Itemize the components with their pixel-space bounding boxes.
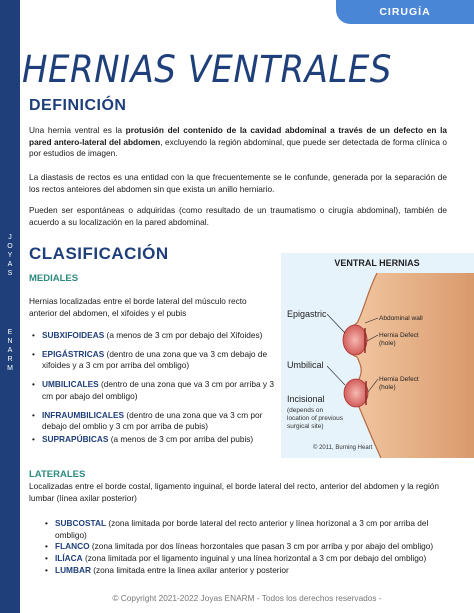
laterales-list [42, 518, 462, 577]
label-incisional: Incisional [287, 394, 325, 404]
list-item [29, 410, 275, 433]
item-name: EPIGÁSTRICAS [42, 348, 105, 359]
footer-copyright: © Copyright 2021-2022 Joyas ENARM - Todos los derechos reservados - [112, 593, 382, 603]
bullet-icon: • [45, 541, 48, 552]
sidebar-letter: O [7, 243, 13, 250]
label-abdominal-wall: Abdominal wall [379, 315, 423, 322]
label-incisional-note: surgical site) [287, 423, 324, 430]
list-item [29, 349, 275, 372]
sidebar-text-enarm [0, 328, 20, 373]
sidebar-text-joyas [0, 233, 20, 278]
paragraph-text: , excluyendo la región abdominal, que puede ser detectada de forma clínica o por estudios de imagen. [29, 136, 447, 159]
bullet-icon: • [45, 553, 48, 564]
category-badge: CIRUGÍA [336, 0, 474, 24]
sidebar-letter: R [7, 356, 13, 363]
ventral-hernias-illustration [281, 253, 474, 458]
sidebar-letter: E [7, 329, 13, 336]
list-item [42, 518, 462, 541]
item-name: FLANCO [55, 541, 90, 552]
definition-paragraph [29, 125, 447, 160]
figure-title: VENTRAL HERNIAS [334, 258, 420, 268]
section-heading-clasificacion: CLASIFICACIÓN [29, 244, 169, 263]
list-item [29, 379, 275, 402]
list-item [29, 330, 275, 342]
item-desc: (a menos de 3 cm por debajo del Xifoides) [104, 330, 263, 340]
item-name: SUPRAPÚBICAS [42, 433, 109, 444]
label-epigastric: Epigastric [287, 309, 327, 319]
list-item [42, 541, 462, 553]
list-item [42, 553, 462, 565]
sidebar-letter: A [7, 347, 13, 354]
list-item [42, 565, 462, 577]
label-incisional-note: location of previous [287, 415, 344, 422]
label-umbilical: Umbilical [287, 360, 324, 370]
sidebar-letter: N [7, 338, 13, 345]
laterales-intro: Localizadas entre el borde costal, ligamento inguinal, el borde lateral del recto, anterior del abdomen y la región lumbar (línea axilar posterior) [29, 481, 440, 503]
item-desc: (zona limitada por el ligamento inguinal y una línea horizontal a 3 cm por debajo del ombligo) [82, 553, 427, 564]
mediales-list [29, 330, 275, 453]
page-title: HERNIAS VENTRALES [22, 48, 392, 91]
item-desc: (dentro de una zona que va 3 cm por debajo del omblio y 3 cm por arriba de pubis) [42, 409, 263, 432]
item-desc: (zona limitada entre la línea axilar anterior y posterior [90, 564, 289, 575]
subheading-mediales: MEDIALES [29, 273, 79, 284]
item-name: SUBCOSTAL [55, 518, 107, 528]
figure-credit: © 2011, Burning Heart [313, 445, 373, 451]
left-sidebar [0, 0, 20, 613]
item-desc: (zona limitada por dos líneas horzontales que pasan 3 cm por arriba y por abajo del ombligo) [89, 541, 434, 552]
label-hernia-defect: (hole) [379, 384, 396, 391]
list-item [29, 434, 275, 446]
mediales-intro: Hernias localizadas entre el borde lateral del músculo recto anterior del abdomen, el xifoides y el pubis [29, 296, 247, 318]
umbilical-hernia-bulge [344, 379, 368, 407]
sidebar-letter: M [7, 365, 13, 372]
item-name: UMBILICALES [42, 379, 99, 390]
types-paragraph: Pueden ser espontáneas o adquiridas (como resultado de un traumatismo o cirugía abdominal), también de acuerdo a su localización en la pared abdominal. [29, 205, 447, 227]
subheading-laterales: LATERALES [29, 469, 86, 480]
item-name: SUBXIFOIDEAS [42, 330, 105, 340]
epigastric-hernia-bulge [343, 325, 367, 355]
hernia-diagram [281, 253, 474, 458]
label-incisional-note: (depends on [287, 407, 324, 414]
bullet-icon: • [45, 518, 48, 528]
sidebar-letter: S [7, 270, 13, 277]
bullet-icon: • [32, 433, 35, 444]
bullet-icon: • [45, 564, 48, 575]
paragraph-text: Una hernia ventral es la [29, 125, 126, 135]
section-heading-definicion: DEFINICIÓN [29, 97, 127, 114]
label-hernia-defect: Hernia Defect [379, 332, 419, 339]
diastasis-paragraph: La diastasis de rectos es una entidad con la que frecuentemente se le confunde, generada por la separación de los rectos anteiores del abdomen sin que exista un anillo herniario. [29, 172, 447, 194]
paragraph-bold-text: protusión del contenido de la cavidad abdominal a través de un defecto en la pared antero-lateral del abdomen [29, 125, 447, 147]
sidebar-letter: A [7, 261, 13, 268]
bullet-icon: • [32, 409, 35, 420]
item-name: ILÍACA [55, 553, 83, 564]
sidebar-letter: J [8, 234, 12, 241]
label-hernia-defect: (hole) [379, 340, 396, 347]
item-desc: (dentro de una zona que va 3 cm debajo de xifoides y a 3 cm por arriba del ombligo) [42, 348, 268, 371]
item-name: INFRAUMBILICALES [42, 409, 125, 420]
bullet-icon: • [32, 379, 35, 390]
item-desc: (a menos de 3 cm por arriba del pubis) [108, 433, 254, 444]
bullet-icon: • [32, 330, 35, 340]
item-name: LUMBAR [55, 564, 91, 575]
item-desc: (zona limitada por borde lateral del recto anterior y línea horizonal a 3 cm por arriba del ombligo) [55, 518, 429, 540]
item-desc: (dentro de una zona que va 3 cm por arriba y 3 cm por abajo del ombligo) [42, 379, 274, 401]
label-hernia-defect: Hernia Defect [379, 376, 419, 383]
sidebar-letter: Y [7, 252, 13, 259]
bullet-icon: • [32, 348, 35, 359]
